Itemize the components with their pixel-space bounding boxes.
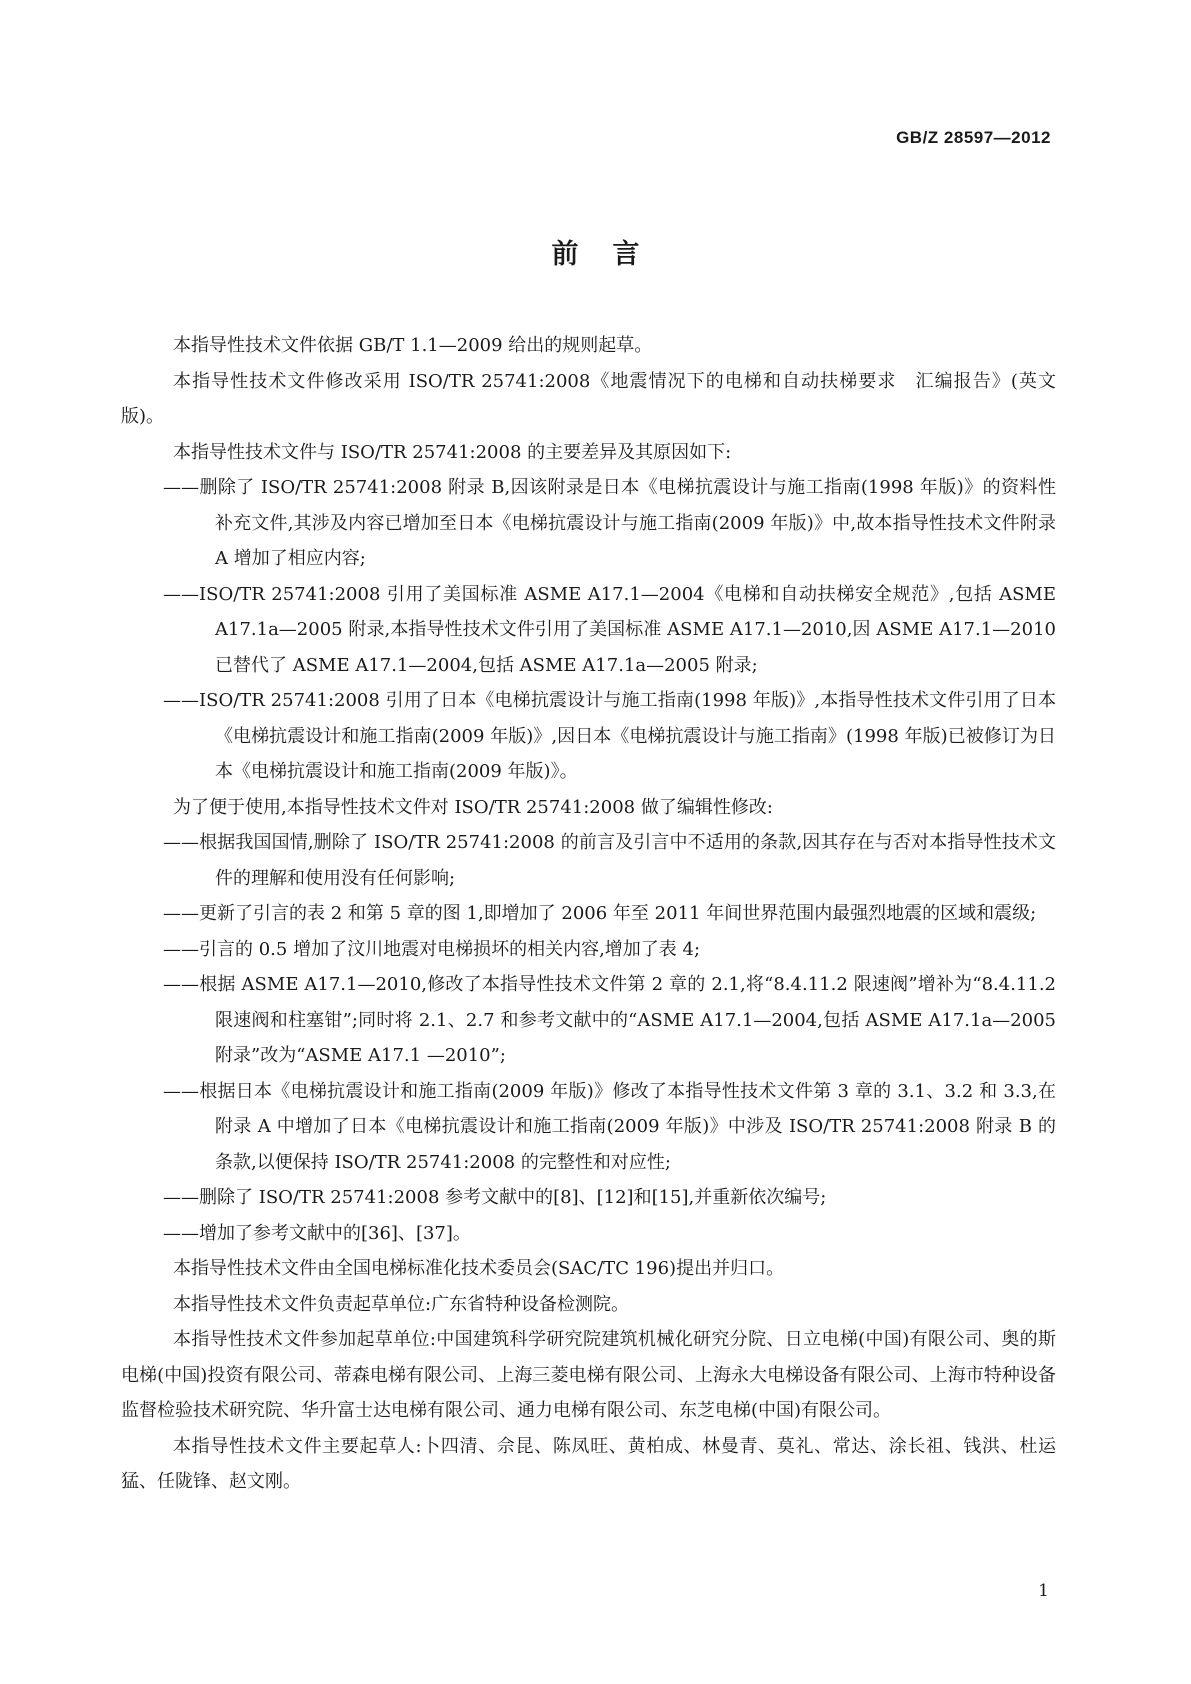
paragraph-responsible-unit: 本指导性技术文件负责起草单位:广东省特种设备检测院。 xyxy=(173,1293,630,1315)
difference-item: ——ISO/TR 25741:2008 引用了美国标准 ASME A17.1—2004《电梯和自动扶梯安全规范》,包括 ASME A17.1a—2005 附录,本指导性技术文件引用了美国标准 ASME A17.1—2010,因 ASME A17.1—2010 已替代了 ASME A17.1—2004,包括 ASME A17.1a—2005 附录; xyxy=(163,583,1056,676)
editorial-item: ——更新了引言的表 2 和第 5 章的图 1,即增加了 2006 年至 2011 年间世界范围内最强烈地震的区域和震级; xyxy=(163,903,1037,924)
difference-item: ——ISO/TR 25741:2008 引用了日本《电梯抗震设计与施工指南(1998 年版)》,本指导性技术文件引用了日本《电梯抗震设计和施工指南(2009 年版)》,因日本《电梯抗震设计与施工指南》(1998 年版)已被修订为日本《电梯抗震设计和施工指南(2009 年版)》。 xyxy=(163,690,1056,782)
document-body xyxy=(121,328,1056,1500)
paragraph-drafting-rules: 本指导性技术文件依据 GB/T 1.1—2009 给出的规则起草。 xyxy=(173,335,653,356)
page-title: 前言 xyxy=(551,239,674,270)
paragraph-participating-units: 本指导性技术文件参加起草单位:中国建筑科学研究院建筑机械化研究分院、日立电梯(中国)有限公司、奥的斯电梯(中国)投资有限公司、蒂森电梯有限公司、上海三菱电梯有限公司、上海永大电梯设备有限公司、上海市特种设备监督检验技术研究院、华升富士达电梯有限公司、通力电梯有限公司、东芝电梯(中国)有限公司。 xyxy=(121,1329,1056,1421)
difference-item: ——删除了 ISO/TR 25741:2008 附录 B,因该附录是日本《电梯抗震设计与施工指南(1998 年版)》的资料性补充文件,其涉及内容已增加至日本《电梯抗震设计与施工指南(2009 年版)》中,故本指导性技术文件附录 A 增加了相应内容; xyxy=(163,477,1056,569)
editorial-item: ——根据我国国情,删除了 ISO/TR 25741:2008 的前言及引言中不适用的条款,因其存在与否对本指导性技术文件的理解和使用没有任何影响; xyxy=(163,832,1056,889)
page-number: 1 xyxy=(1038,1581,1049,1601)
paragraph-main-drafters: 本指导性技术文件主要起草人:卜四清、佘昆、陈凤旺、黄柏成、林曼青、莫礼、常达、涂长祖、钱洪、杜运猛、任陇锋、赵文刚。 xyxy=(121,1435,1056,1492)
editorial-item: ——删除了 ISO/TR 25741:2008 参考文献中的[8]、[12]和[15],并重新依次编号; xyxy=(163,1187,827,1208)
editorial-item: ——根据日本《电梯抗震设计和施工指南(2009 年版)》修改了本指导性技术文件第 3 章的 3.1、3.2 和 3.3,在附录 A 中增加了日本《电梯抗震设计和施工指南(2009 年版)》中涉及 ISO/TR 25741:2008 附录 B 的条款,以便保持 ISO/TR 25741:2008 的完整性和对应性; xyxy=(163,1080,1056,1173)
paragraph-editorial-intro: 为了便于使用,本指导性技术文件对 ISO/TR 25741:2008 做了编辑性修改: xyxy=(173,796,773,818)
standard-code: GB/Z 28597—2012 xyxy=(896,128,1051,147)
editorial-item: ——增加了参考文献中的[36]、[37]。 xyxy=(163,1222,471,1244)
paragraph-proposer: 本指导性技术文件由全国电梯标准化技术委员会(SAC/TC 196)提出并归口。 xyxy=(173,1258,785,1279)
paragraph-adoption: 本指导性技术文件修改采用 ISO/TR 25741:2008《地震情况下的电梯和自动扶梯要求 汇编报告》(英文版)。 xyxy=(121,370,1056,427)
editorial-item: ——根据 ASME A17.1—2010,修改了本指导性技术文件第 2 章的 2.1,将“8.4.11.2 限速阀”增补为“8.4.11.2 限速阀和柱塞钳”;同时将 2.1、2.7 和参考文献中的“ASME A17.1—2004,包括 ASME A17.1a—2005 附录”改为“ASME A17.1 —2010”; xyxy=(163,974,1056,1066)
paragraph-differences-intro: 本指导性技术文件与 ISO/TR 25741:2008 的主要差异及其原因如下: xyxy=(173,441,732,463)
editorial-item: ——引言的 0.5 增加了汶川地震对电梯损坏的相关内容,增加了表 4; xyxy=(163,938,701,960)
